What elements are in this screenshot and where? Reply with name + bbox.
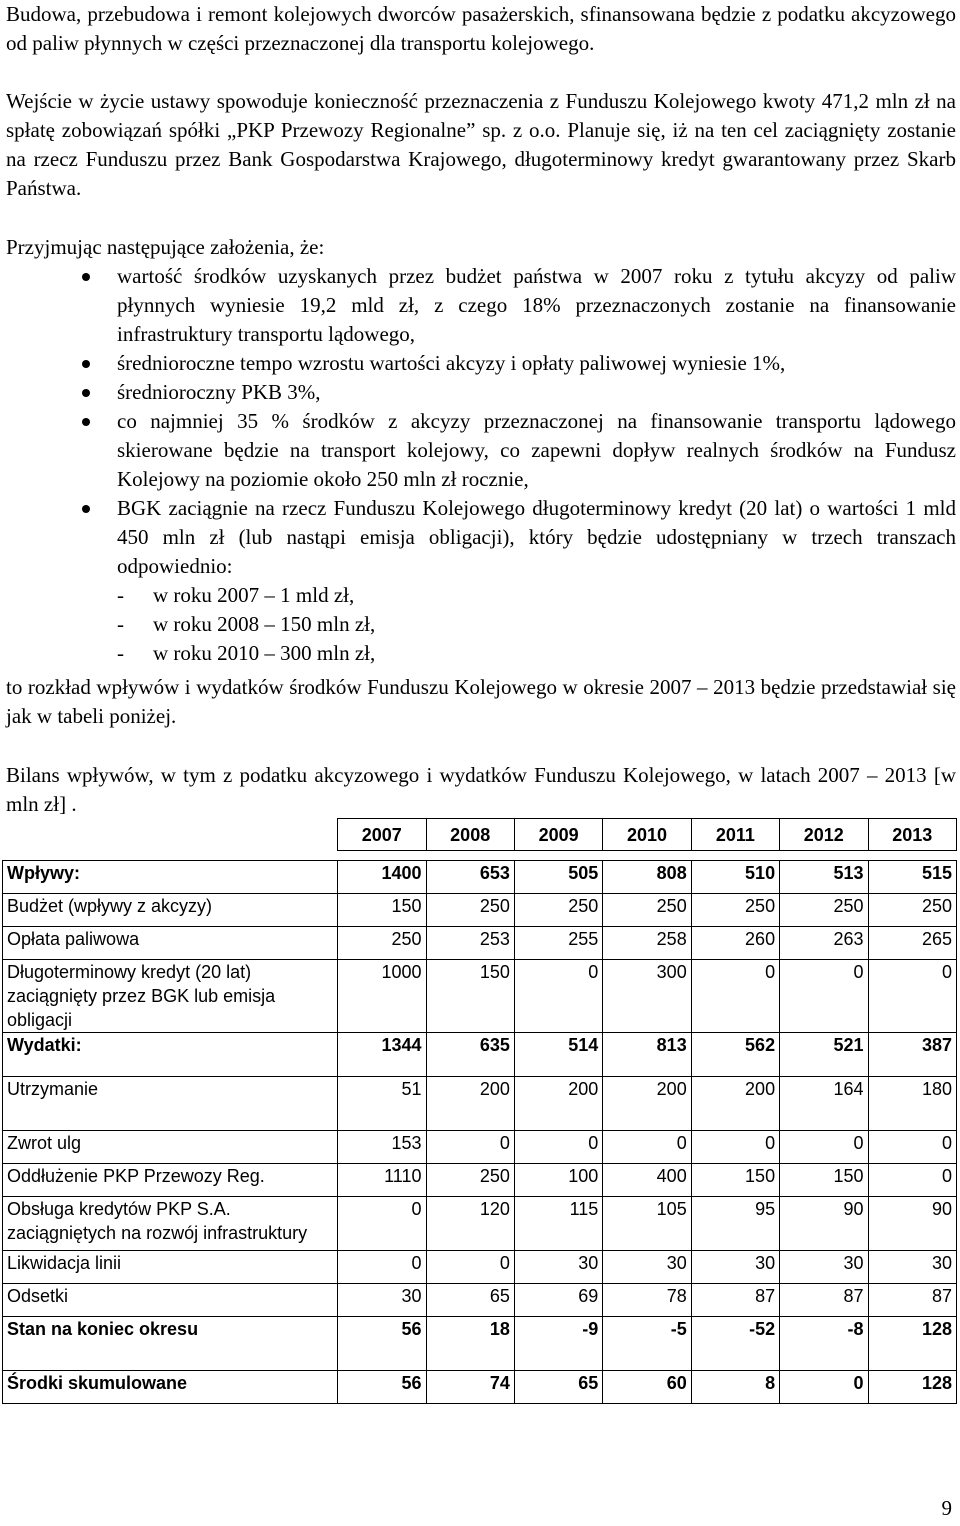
dash-marker: - — [117, 612, 124, 636]
value-cell: 510 — [691, 861, 779, 894]
list-item-text: BGK zaciągnie na rzecz Funduszu Kolejowego długoterminowy kredyt (20 lat) o wartości 1 mld 450 mln zł (lub nastąpi emisja obligacji), który będzie udostępniany w trzech transzach odpowiednio: — [117, 496, 956, 578]
value-cell: 250 — [780, 894, 868, 927]
bullet-icon — [82, 360, 90, 368]
value-cell: 90 — [868, 1197, 957, 1251]
tranche-text: w roku 2008 – 150 mln zł, — [153, 612, 376, 636]
value-cell: 0 — [868, 1131, 957, 1164]
year-header: 2011 — [691, 819, 779, 851]
value-cell: 808 — [603, 861, 691, 894]
value-cell: 150 — [338, 894, 426, 927]
row-label: Oddłużenie PKP Przewozy Reg. — [3, 1164, 338, 1197]
tranche-text: w roku 2007 – 1 mld zł, — [153, 583, 355, 607]
table-row — [3, 1371, 957, 1404]
table-caption: Bilans wpływów, w tym z podatku akcyzowego i wydatków Funduszu Kolejowego, w latach 2007 – 2013 [w mln zł] . — [6, 763, 956, 816]
bullet-icon — [82, 505, 90, 513]
assumptions-list — [0, 262, 956, 668]
value-cell: 1344 — [338, 1033, 426, 1077]
value-cell: 150 — [426, 960, 514, 1033]
row-label: Budżet (wpływy z akcyzy) — [3, 894, 338, 927]
list-item — [0, 407, 956, 494]
row-label: Długoterminowy kredyt (20 lat) zaciągnięty przez BGK lub emisja obligacji — [3, 960, 338, 1033]
value-cell: 260 — [691, 927, 779, 960]
value-cell: 513 — [780, 861, 868, 894]
row-label: Odsetki — [3, 1284, 338, 1317]
value-cell: 30 — [603, 1251, 691, 1284]
list-item — [0, 494, 956, 581]
value-cell: 120 — [426, 1197, 514, 1251]
value-cell: 0 — [338, 1197, 426, 1251]
tranche-text: w roku 2010 – 300 mln zł, — [153, 641, 376, 665]
value-cell: 263 — [780, 927, 868, 960]
table-row — [3, 861, 957, 894]
value-cell: 115 — [514, 1197, 602, 1251]
value-cell: 87 — [691, 1284, 779, 1317]
table-row — [3, 927, 957, 960]
row-label: Środki skumulowane — [3, 1371, 338, 1404]
value-cell: 635 — [426, 1033, 514, 1077]
table-row — [3, 1164, 957, 1197]
value-cell: 69 — [514, 1284, 602, 1317]
bullet-icon — [82, 389, 90, 397]
value-cell: 0 — [780, 1371, 868, 1404]
value-cell: 265 — [868, 927, 957, 960]
year-header: 2010 — [603, 819, 691, 851]
value-cell: 100 — [514, 1164, 602, 1197]
value-cell: 65 — [426, 1284, 514, 1317]
value-cell: 78 — [603, 1284, 691, 1317]
value-cell: 0 — [691, 960, 779, 1033]
value-cell: 505 — [514, 861, 602, 894]
value-cell: -9 — [514, 1317, 602, 1371]
value-cell: -52 — [691, 1317, 779, 1371]
value-cell: 250 — [514, 894, 602, 927]
value-cell: 250 — [691, 894, 779, 927]
value-cell: 8 — [691, 1371, 779, 1404]
value-cell: 387 — [868, 1033, 957, 1077]
list-item-text: średnioroczne tempo wzrostu wartości akcyzy i opłaty paliwowej wyniesie 1%, — [117, 351, 786, 375]
paragraph-rozklad: to rozkład wpływów i wydatków środków Funduszu Kolejowego w okresie 2007 – 2013 będzie przedstawiał się jak w tabeli poniżej. — [6, 675, 956, 728]
value-cell: 250 — [426, 894, 514, 927]
row-label: Stan na koniec okresu — [3, 1317, 338, 1371]
tranche-item — [0, 581, 956, 610]
paragraph-fundusz: Wejście w życie ustawy spowoduje konieczność przeznaczenia z Funduszu Kolejowego kwoty 471,2 mln zł na spłatę zobowiązań spółki „PKP Przewozy Regionalne” sp. z o.o. Planuje się, iż na ten cel zaciągnięty zostanie na rzecz Funduszu przez Bank Gospodarstwa Krajowego, długoterminowy kredyt gwarantowany przez Skarb Państwa. — [6, 89, 956, 200]
table-row — [3, 1033, 957, 1077]
value-cell: 0 — [603, 1131, 691, 1164]
value-cell: 250 — [603, 894, 691, 927]
bullet-icon — [82, 273, 90, 281]
list-item — [0, 378, 956, 407]
row-label: Likwidacja linii — [3, 1251, 338, 1284]
value-cell: 95 — [691, 1197, 779, 1251]
value-cell: 30 — [868, 1251, 957, 1284]
value-cell: 0 — [780, 960, 868, 1033]
value-cell: 150 — [691, 1164, 779, 1197]
year-header: 2007 — [338, 819, 426, 851]
value-cell: 200 — [603, 1077, 691, 1131]
value-cell: 128 — [868, 1371, 957, 1404]
page-number: 9 — [941, 1496, 952, 1520]
list-item — [0, 262, 956, 349]
row-label: Wydatki: — [3, 1033, 338, 1077]
table-header-row — [3, 819, 957, 851]
assumptions-intro: Przyjmując następujące założenia, że: — [6, 235, 325, 259]
tranche-item — [0, 610, 956, 639]
value-cell: 18 — [426, 1317, 514, 1371]
value-cell: 514 — [514, 1033, 602, 1077]
value-cell: 813 — [603, 1033, 691, 1077]
year-header: 2008 — [426, 819, 514, 851]
paragraph-dworce: Budowa, przebudowa i remont kolejowych dworców pasażerskich, sfinansowana będzie z podatku akcyzowego od paliw płynnych w części przeznaczonej dla transportu kolejowego. — [6, 2, 956, 55]
value-cell: 200 — [691, 1077, 779, 1131]
value-cell: 0 — [514, 1131, 602, 1164]
value-cell: 1400 — [338, 861, 426, 894]
list-item-text: średnioroczny PKB 3%, — [117, 380, 321, 404]
value-cell: 0 — [514, 960, 602, 1033]
value-cell: 74 — [426, 1371, 514, 1404]
list-item-text: wartość środków uzyskanych przez budżet państwa w 2007 roku z tytułu akcyzy od paliw płynnych wyniesie 19,2 mld zł, z czego 18% przeznaczonych zostanie na finansowanie infrastruktury transportu lądowego, — [117, 264, 956, 346]
table-row — [3, 1251, 957, 1284]
table-spacer-row — [3, 851, 957, 861]
year-header: 2012 — [780, 819, 868, 851]
value-cell: 0 — [426, 1251, 514, 1284]
value-cell: 0 — [691, 1131, 779, 1164]
value-cell: 0 — [426, 1131, 514, 1164]
value-cell: 515 — [868, 861, 957, 894]
value-cell: 1000 — [338, 960, 426, 1033]
tranche-item — [0, 639, 956, 668]
value-cell: 105 — [603, 1197, 691, 1251]
bullet-icon — [82, 418, 90, 426]
row-label: Utrzymanie — [3, 1077, 338, 1131]
value-cell: 128 — [868, 1317, 957, 1371]
list-item — [0, 349, 956, 378]
value-cell: 200 — [426, 1077, 514, 1131]
value-cell: 0 — [868, 960, 957, 1033]
value-cell: 0 — [338, 1251, 426, 1284]
value-cell: 653 — [426, 861, 514, 894]
value-cell: 30 — [691, 1251, 779, 1284]
value-cell: -8 — [780, 1317, 868, 1371]
value-cell: 87 — [780, 1284, 868, 1317]
value-cell: 0 — [868, 1164, 957, 1197]
header-blank — [3, 819, 338, 851]
dash-marker: - — [117, 641, 124, 665]
value-cell: 200 — [514, 1077, 602, 1131]
value-cell: -5 — [603, 1317, 691, 1371]
year-header: 2009 — [514, 819, 602, 851]
value-cell: 250 — [426, 1164, 514, 1197]
table-row — [3, 1317, 957, 1371]
value-cell: 90 — [780, 1197, 868, 1251]
value-cell: 400 — [603, 1164, 691, 1197]
value-cell: 150 — [780, 1164, 868, 1197]
row-label: Opłata paliwowa — [3, 927, 338, 960]
value-cell: 30 — [338, 1284, 426, 1317]
value-cell: 56 — [338, 1371, 426, 1404]
table-row — [3, 1284, 957, 1317]
value-cell: 1110 — [338, 1164, 426, 1197]
row-label: Zwrot ulg — [3, 1131, 338, 1164]
row-label: Obsługa kredytów PKP S.A. zaciągniętych na rozwój infrastruktury — [3, 1197, 338, 1251]
value-cell: 164 — [780, 1077, 868, 1131]
value-cell: 300 — [603, 960, 691, 1033]
table-row — [3, 1197, 957, 1251]
value-cell: 30 — [514, 1251, 602, 1284]
value-cell: 56 — [338, 1317, 426, 1371]
year-header: 2013 — [868, 819, 957, 851]
table-row — [3, 1077, 957, 1131]
value-cell: 250 — [338, 927, 426, 960]
row-label: Wpływy: — [3, 861, 338, 894]
value-cell: 65 — [514, 1371, 602, 1404]
table-row — [3, 894, 957, 927]
value-cell: 521 — [780, 1033, 868, 1077]
value-cell: 250 — [868, 894, 957, 927]
table-row — [3, 1131, 957, 1164]
value-cell: 253 — [426, 927, 514, 960]
value-cell: 180 — [868, 1077, 957, 1131]
value-cell: 30 — [780, 1251, 868, 1284]
dash-marker: - — [117, 583, 124, 607]
value-cell: 562 — [691, 1033, 779, 1077]
value-cell: 153 — [338, 1131, 426, 1164]
value-cell: 51 — [338, 1077, 426, 1131]
value-cell: 60 — [603, 1371, 691, 1404]
value-cell: 87 — [868, 1284, 957, 1317]
value-cell: 0 — [780, 1131, 868, 1164]
value-cell: 255 — [514, 927, 602, 960]
value-cell: 258 — [603, 927, 691, 960]
table-row — [3, 960, 957, 1033]
list-item-text: co najmniej 35 % środków z akcyzy przeznaczonej na finansowanie transportu lądowego skierowane będzie na transport kolejowy, co zapewni dopływ realnych środków na Fundusz Kolejowy na poziomie około 250 mln zł rocznie, — [117, 409, 956, 491]
fund-balance-table — [2, 818, 957, 1404]
